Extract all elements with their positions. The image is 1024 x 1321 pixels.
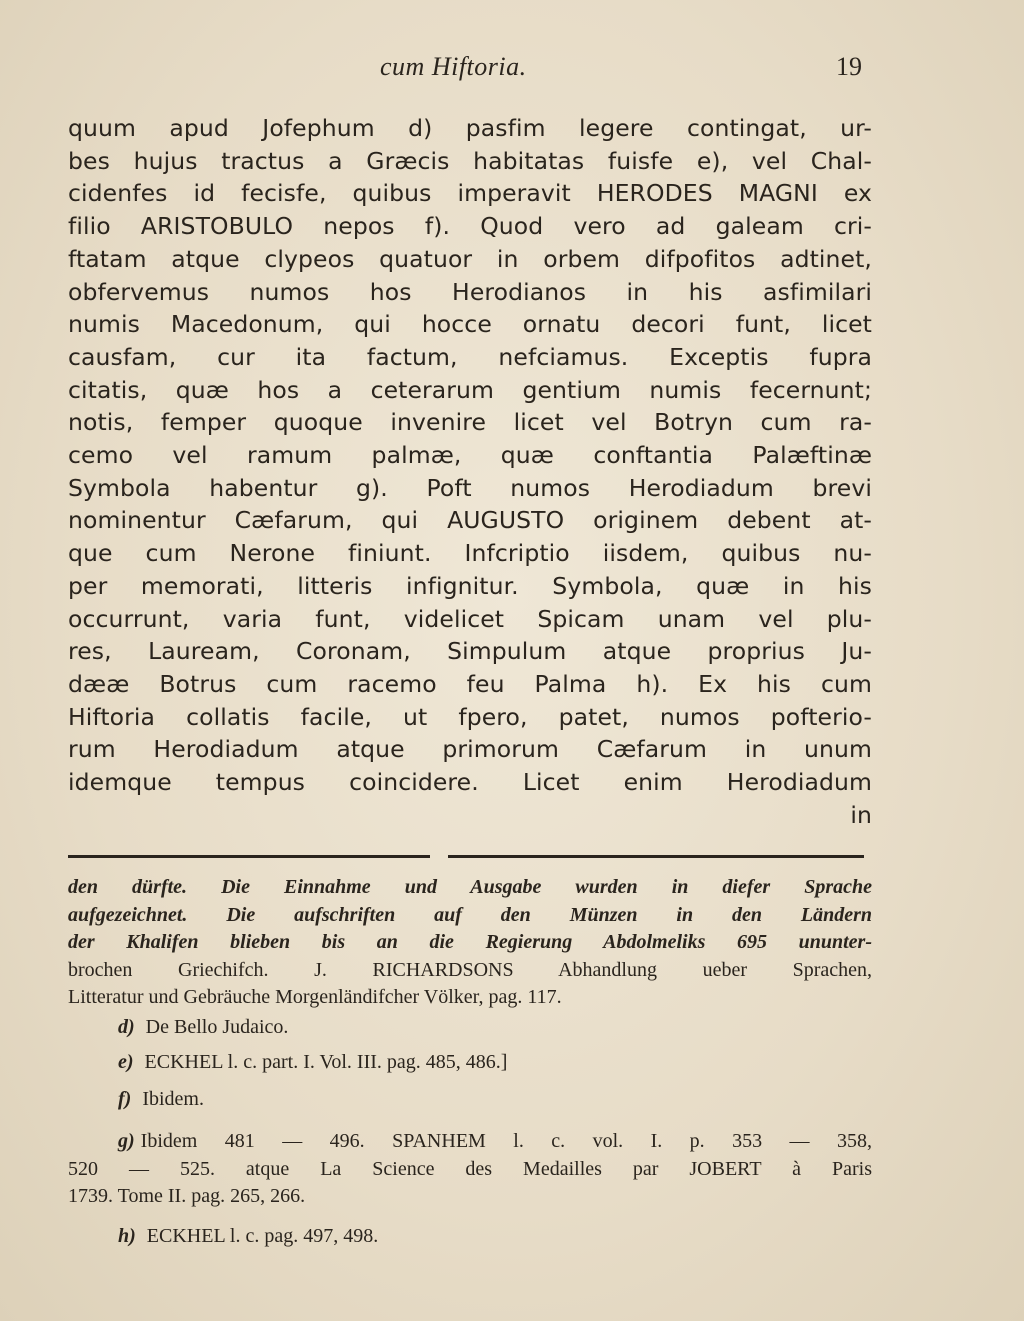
footnote-continuation: [68, 874, 872, 1012]
text-line: res, Lauream, Coronam, Simpulum atque proprius Ju-: [68, 637, 872, 666]
text-line: idemque tempus coincidere. Licet enim Herodiadum: [68, 768, 872, 797]
text-line: notis, femper quoque invenire licet vel Botryn cum ra-: [68, 408, 872, 437]
text-line: citatis, quæ hos a ceterarum gentium numis fecernunt;: [68, 375, 872, 404]
text-line: nominentur Cæfarum, qui AUGUSTO originem debent at-: [68, 506, 872, 535]
footnote-e: [118, 1049, 922, 1077]
main-text: [68, 112, 872, 831]
footnote-line: 520 — 525. atque La Science des Medailles par JOBERT à Paris: [68, 1157, 872, 1180]
footnote-f: [118, 1086, 922, 1114]
catchword: in: [850, 800, 872, 829]
footnote-line: Litteratur und Gebräuche Morgenländifcher Völker, pag. 117.: [68, 986, 562, 1008]
footnote-text: ECKHEL l. c. part. I. Vol. III. pag. 485, 486.]: [144, 1051, 508, 1073]
footnote-mark: e): [118, 1051, 134, 1073]
running-head: [0, 48, 1024, 88]
text-line: cemo vel ramum palmæ, quæ conftantia Palæftinæ: [68, 441, 872, 470]
text-line: bes hujus tractus a Græcis habitatas fuisfe e), vel Chal-: [68, 146, 872, 175]
text-line: cidenfes id fecisfe, quibus imperavit HERODES MAGNI ex: [68, 179, 872, 208]
footnote-mark: d): [118, 1016, 135, 1038]
text-line: obfervemus numos hos Herodianos in his asfimilari: [68, 277, 872, 306]
text-line: Hiftoria collatis facile, ut fpero, patet, numos pofterio-: [68, 702, 872, 731]
text-line: que cum Nerone finiunt. Infcriptio iisdem, quibus nu-: [68, 539, 872, 568]
text-line: causfam, cur ita factum, nefciamus. Exceptis fupra: [68, 342, 872, 371]
page-number: 19: [836, 52, 862, 81]
footnote-g: [68, 1128, 872, 1211]
footnote-line: der Khalifen blieben bis an die Regierung Abdolmeliks 695 ununter-: [68, 931, 872, 953]
footnote-text: Ibidem.: [142, 1088, 204, 1110]
text-line: quum apud Jofephum d) pasfim legere contingat, ur-: [68, 114, 872, 142]
text-line: ftatam atque clypeos quatuor in orbem difpofitos adtinet,: [68, 244, 872, 273]
running-head-title: cum Hiftoria.: [380, 52, 527, 81]
footnote-separator-rule: [68, 855, 864, 858]
text-line: rum Herodiadum atque primorum Cæfarum in unum: [68, 735, 872, 764]
footnote-line: aufgezeichnet. Die aufschriften auf den Münzen in den Ländern: [68, 903, 872, 926]
footnote-line: den dürfte. Die Einnahme und Ausgabe wurden in diefer Sprache: [68, 876, 872, 898]
footnote-line: 1739. Tome II. pag. 265, 266.: [68, 1185, 306, 1207]
footnote-d: [118, 1014, 922, 1042]
footnote-text: De Bello Judaico.: [145, 1016, 289, 1038]
text-line: Symbola habentur g). Poft numos Herodiadum brevi: [68, 473, 872, 502]
footnote-mark: h): [118, 1225, 136, 1247]
footnote-line: [68, 1128, 872, 1156]
text-line: filio ARISTOBULO nepos f). Quod vero ad galeam cri-: [68, 212, 872, 241]
footnote-text: ECKHEL l. c. pag. 497, 498.: [146, 1225, 379, 1247]
footnote-line: brochen Griechifch. J. RICHARDSONS Abhandlung ueber Sprachen,: [68, 958, 872, 981]
footnote-h: [118, 1223, 922, 1251]
footnote-mark: g): [118, 1130, 135, 1152]
text-line: numis Macedonum, qui hocce ornatu decori funt, licet: [68, 310, 872, 339]
text-line: per memorati, litteris infignitur. Symbola, quæ in his: [68, 571, 872, 600]
text-line: dææ Botrus cum racemo feu Palma h). Ex his cum: [68, 669, 872, 698]
rule-break: [430, 853, 448, 860]
footnote-text: Ibidem 481 — 496. SPANHEM l. c. vol. I. p. 353 — 358,: [140, 1130, 872, 1152]
text-line: occurrunt, varia funt, videlicet Spicam unam vel plu-: [68, 604, 872, 633]
footnote-mark: f): [118, 1088, 132, 1110]
